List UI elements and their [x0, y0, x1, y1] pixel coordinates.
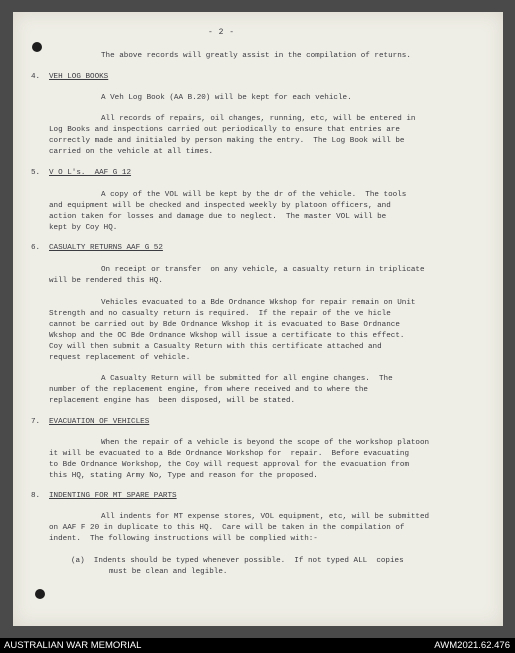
body-line: Vehicles evacuated to a Bde Ordnance Wkshop for repair remain on Unit	[101, 299, 416, 307]
body-line: number of the replacement engine, from where received and to where the	[49, 386, 368, 394]
section-heading: EVACUATION OF VEHICLES	[49, 418, 150, 426]
body-line: correctly made and initialed by person making the entry. The Log Book will be	[49, 137, 405, 145]
body-line: cannot be carried out by Bde Ordnance Wkshop it is evacuated to Base Ordnance	[49, 321, 400, 329]
body-line: Wkshop and the OC Bde Ordnance Wkshop will issue a certificate to this effect.	[49, 332, 405, 340]
body-line: Log Books and inspections carried out periodically to ensure that entries are	[49, 126, 400, 134]
body-line: All indents for MT expense stores, VOL equipment, etc, will be submitted	[101, 513, 430, 521]
body-line: indent. The following instructions will be complied with:-	[49, 535, 318, 543]
body-line: When the repair of a vehicle is beyond the scope of the workshop platoon	[101, 439, 430, 447]
body-line: will be rendered this HQ.	[49, 277, 163, 285]
body-line: All records of repairs, oil changes, running, etc, will be entered in	[101, 115, 416, 123]
body-line: this HQ, stating Army No, Type and reason for the proposed.	[49, 472, 318, 480]
body-line: to Bde Ordnance Workshop, the Coy will request approval for the evacuation from	[49, 461, 410, 469]
body-line: A copy of the VOL will be kept by the dr of the vehicle. The tools	[101, 191, 407, 199]
section-heading: CASUALTY RETURNS AAF G 52	[49, 244, 163, 252]
section-number: 5.	[31, 169, 41, 177]
body-line: must be clean and legible.	[109, 568, 228, 576]
section-heading: INDENTING FOR MT SPARE PARTS	[49, 492, 177, 500]
section-number: 6.	[31, 244, 41, 252]
body-line: carried on the vehicle at all times.	[49, 148, 214, 156]
body-line: On receipt or transfer on any vehicle, a casualty return in triplicate	[101, 266, 425, 274]
footer-institution: AUSTRALIAN WAR MEMORIAL	[4, 640, 142, 651]
section-number: 8.	[31, 492, 41, 500]
body-line: A Casualty Return will be submitted for all engine changes. The	[101, 375, 393, 383]
body-line: A Veh Log Book (AA B.20) will be kept for each vehicle.	[101, 94, 352, 102]
footer-accession-id: AWM2021.62.476	[434, 640, 510, 651]
body-line: replacement engine has been disposed, will be stated.	[49, 397, 296, 405]
punch-hole	[35, 589, 45, 599]
body-line: and equipment will be checked and inspected weekly by platoon officers, and	[49, 202, 391, 210]
punch-hole	[32, 42, 42, 52]
footer-bar	[0, 638, 515, 653]
section-heading: V O L's. AAF G 12	[49, 169, 132, 177]
body-line: (a) Indents should be typed whenever possible. If not typed ALL copies	[71, 557, 404, 565]
intro-text: The above records will greatly assist in the compilation of returns.	[101, 52, 411, 60]
body-line: kept by Coy HQ.	[49, 224, 118, 232]
body-line: action taken for losses and damage due to neglect. The master VOL will be	[49, 213, 387, 221]
section-heading: VEH LOG BOOKS	[49, 73, 109, 81]
document-page	[13, 12, 503, 626]
body-line: on AAF F 20 in duplicate to this HQ. Care will be taken in the compilation of	[49, 524, 405, 532]
page-number: - 2 -	[208, 28, 235, 37]
body-line: request replacement of vehicle.	[49, 354, 191, 362]
section-number: 4.	[31, 73, 41, 81]
section-number: 7.	[31, 418, 41, 426]
body-line: it will be evacuated to a Bde Ordnance Workshop for repair. Before evacuating	[49, 450, 410, 458]
body-line: Strength and no casualty return is required. If the repair of the ve hicle	[49, 310, 391, 318]
body-line: Coy will then submit a Casualty Return with this certificate attached and	[49, 343, 382, 351]
